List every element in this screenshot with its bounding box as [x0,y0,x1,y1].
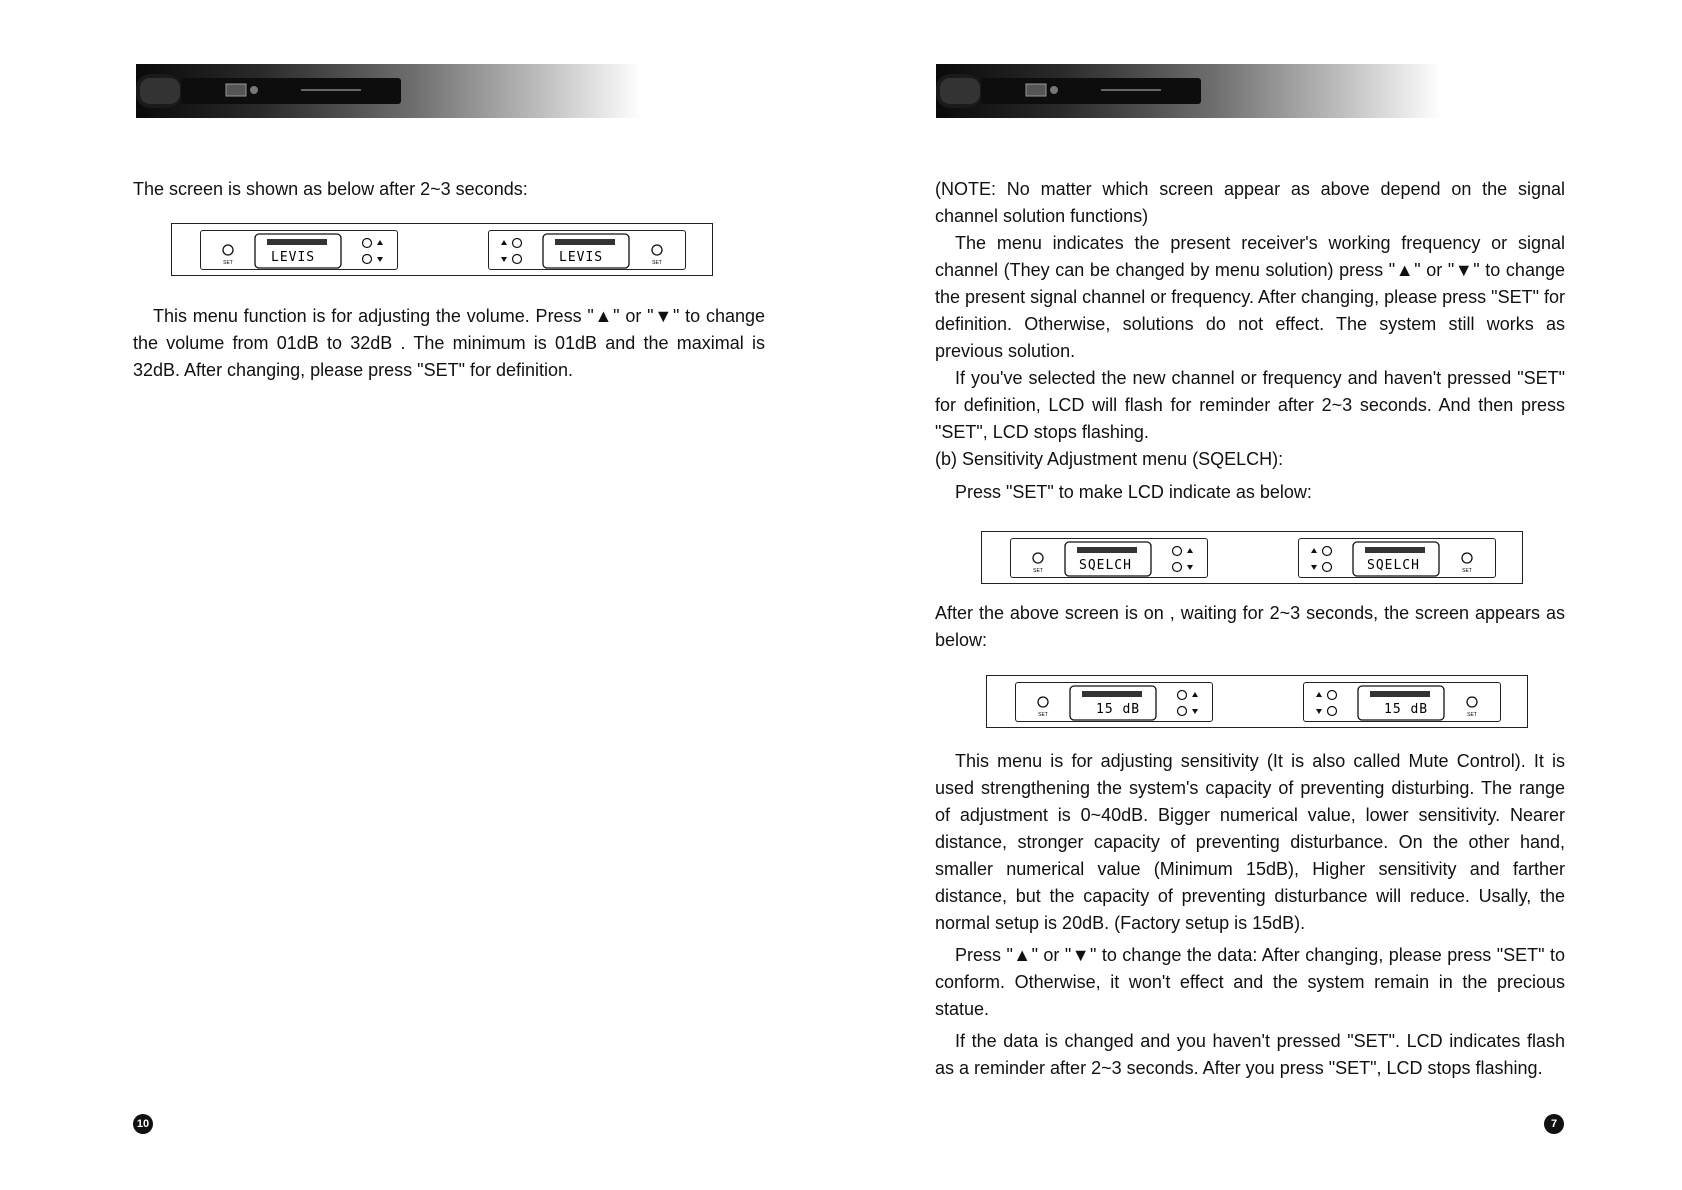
sensitivity-paragraph: This menu is for adjusting sensitivity (It is also called Mute Control). It is used strengthening the system's capacity of preventing disturbing. The range of adjustment is 0~40dB. Bigger numerical value, lower sensitivity. Nearer distance, stronger capacity of preventing disturbance. On the other hand, smaller numerical value (Minimum 15dB), Higher sensitivity and farther distance, but the capacity of preventing disturbance will reduce. Usally, the normal setup is 20dB. (Factory setup is 15dB). [935,751,1565,933]
change-data-paragraph: Press "▲" or "▼" to change the data: After changing, please press "SET" to conform. Otherwise, it won't effect and the system remain in the precious statue. [935,945,1565,1019]
reminder-paragraph: If the data is changed and you haven't pressed "SET". LCD indicates flash as a reminder after 2~3 seconds. After you press "SET", LCD stops flashing. [935,1031,1565,1078]
set-label: SET [1033,568,1043,574]
microphone-icon [936,64,1441,118]
lcd-panel-levis [171,223,713,276]
microphone-icon [136,64,641,118]
receiver-unit-right [1303,682,1501,722]
set-label: SET [652,260,662,266]
page-number-right: 7 [1544,1114,1564,1134]
set-label: SET [1467,712,1477,718]
set-label: SET [1462,568,1472,574]
receiver-unit-left [1010,538,1208,578]
sensitivity-heading: (b) Sensitivity Adjustment menu (SQELCH): [935,449,1284,469]
right-page [841,0,1682,1190]
volume-paragraph: This menu function is for adjusting the volume. Press "▲" or "▼" to change the volume from 01dB to 32dB . The minimum is 01dB and the maximal is 32dB. After changing, please press "SET" for definition. [133,306,765,380]
microphone-banner [936,64,1441,118]
lcd-panel-db [986,675,1528,728]
receiver-unit-left [1015,682,1213,722]
lcd-panel-sqelch [981,531,1523,584]
set-label: SET [223,260,233,266]
receiver-unit-right [488,230,686,270]
set-label: SET [1038,712,1048,718]
note-paragraph: (NOTE: No matter which screen appear as above depend on the signal channel solution functions) [935,179,1565,226]
flash-paragraph: If you've selected the new channel or frequency and haven't pressed "SET" for definition, LCD will flash for reminder after 2~3 seconds. And then press "SET", LCD stops flashing. [935,368,1565,442]
lcd-readout: LEVIS [271,250,316,265]
microphone-banner [136,64,641,118]
intro-text: The screen is shown as below after 2~3 seconds: [133,179,528,199]
page-number-left: 10 [133,1114,153,1134]
lcd-readout: LEVIS [559,250,604,265]
lcd-readout: 15 dB [1384,702,1429,717]
right-text-bottom [935,748,1565,1082]
press-set-line: Press "SET" to make LCD indicate as below: [955,482,1312,502]
lcd-readout: SQELCH [1367,558,1420,573]
menu-paragraph: The menu indicates the present receiver's working frequency or signal channel (They can be changed by menu solution) press "▲" or "▼" to change the present signal channel or frequency. After changing, please press "SET" for definition. Otherwise, solutions do not effect. The system still works as previous solution. [935,233,1565,361]
after-screen-text: After the above screen is on , waiting for 2~3 seconds, the screen appears as below: [935,603,1565,650]
receiver-unit-left [200,230,398,270]
right-text-top [935,176,1565,506]
receiver-unit-right [1298,538,1496,578]
lcd-readout: 15 dB [1096,702,1141,717]
lcd-readout: SQELCH [1079,558,1132,573]
